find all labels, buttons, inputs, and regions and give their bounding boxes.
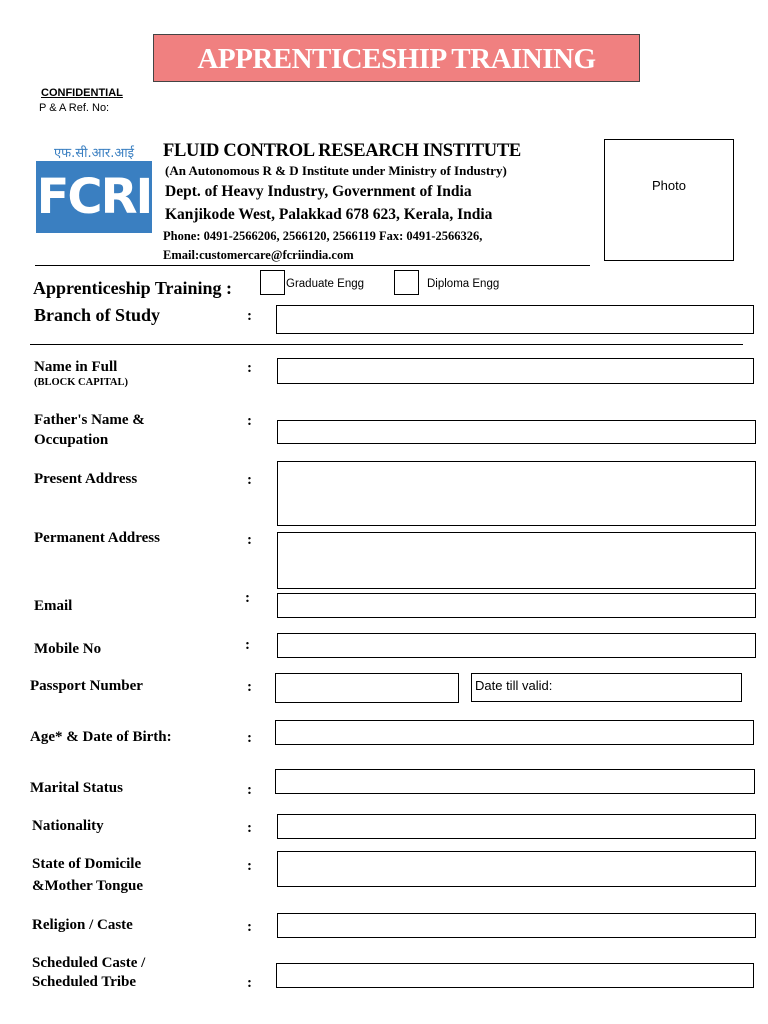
- training-label: Apprenticeship Training :: [33, 278, 233, 298]
- logo-fcri-text: FCRI: [36, 169, 152, 225]
- email-input[interactable]: [277, 593, 756, 618]
- mobile-label: Mobile No: [34, 641, 102, 657]
- colon: :: [245, 590, 250, 606]
- religion-input[interactable]: [277, 913, 756, 938]
- age-dob-input[interactable]: [275, 720, 754, 745]
- header-divider: [35, 265, 590, 266]
- sc-st-label-line1: Scheduled Caste /: [32, 955, 146, 971]
- diploma-engg-label: Diploma Engg: [427, 278, 500, 290]
- sc-st-label-line2: Scheduled Tribe: [32, 974, 137, 990]
- diploma-engg-checkbox[interactable]: [394, 270, 419, 295]
- graduate-engg-checkbox[interactable]: [260, 270, 285, 295]
- colon: :: [247, 820, 252, 836]
- marital-input[interactable]: [275, 769, 755, 794]
- colon: :: [247, 413, 252, 429]
- institute-address: Kanjikode West, Palakkad 678 623, Kerala, India: [165, 206, 493, 223]
- photo-box[interactable]: [604, 139, 734, 261]
- ref-no-label: P & A Ref. No:: [39, 102, 110, 114]
- colon: :: [247, 975, 252, 991]
- date-till-valid-input[interactable]: [471, 673, 742, 702]
- domicile-label-line2: &Mother Tongue: [32, 878, 143, 894]
- age-label: Age* & Date of Birth:: [30, 729, 172, 745]
- confidential-label: CONFIDENTIAL: [41, 87, 123, 99]
- institute-email: Email:customercare@fcriindia.com: [163, 248, 354, 262]
- father-input[interactable]: [277, 420, 756, 444]
- branch-input[interactable]: [276, 305, 754, 334]
- nationality-input[interactable]: [277, 814, 756, 839]
- father-label-line2: Occupation: [34, 432, 109, 448]
- photo-label: Photo: [652, 178, 686, 193]
- colon: :: [247, 730, 252, 746]
- marital-label: Marital Status: [30, 780, 123, 796]
- date-till-valid-label: Date till valid:: [475, 678, 553, 693]
- fcri-logo: [35, 143, 153, 235]
- colon: :: [247, 782, 252, 798]
- colon: :: [247, 679, 252, 695]
- logo-hindi-text: एफ.सी.आर.आई: [53, 146, 135, 161]
- father-label-line1: Father's Name &: [34, 412, 145, 428]
- name-input[interactable]: [277, 358, 754, 384]
- present-address-label: Present Address: [34, 471, 138, 487]
- institute-name: FLUID CONTROL RESEARCH INSTITUTE: [163, 141, 521, 161]
- passport-input[interactable]: [275, 673, 459, 703]
- colon: :: [247, 532, 252, 548]
- colon: :: [247, 360, 252, 376]
- present-address-input[interactable]: [277, 461, 756, 526]
- form-title: APPRENTICESHIP TRAINING: [153, 34, 640, 82]
- colon: :: [247, 858, 252, 874]
- mobile-input[interactable]: [277, 633, 756, 658]
- name-note: (BLOCK CAPITAL): [34, 377, 129, 388]
- domicile-label-line1: State of Domicile: [32, 856, 142, 872]
- nationality-label: Nationality: [32, 818, 104, 834]
- colon: :: [247, 308, 252, 324]
- email-label: Email: [34, 598, 73, 614]
- graduate-engg-label: Graduate Engg: [286, 278, 365, 290]
- institute-subtitle: (An Autonomous R & D Institute under Ministry of Industry): [165, 163, 507, 178]
- institute-dept: Dept. of Heavy Industry, Government of India: [165, 183, 472, 200]
- colon: :: [247, 919, 252, 935]
- name-label: Name in Full: [34, 359, 118, 375]
- permanent-address-label: Permanent Address: [34, 530, 160, 546]
- sc-st-input[interactable]: [276, 963, 754, 988]
- permanent-address-input[interactable]: [277, 532, 756, 589]
- religion-label: Religion / Caste: [32, 917, 133, 933]
- colon: :: [247, 472, 252, 488]
- domicile-input[interactable]: [277, 851, 756, 887]
- section-divider: [30, 344, 743, 345]
- institute-phone: Phone: 0491-2566206, 2566120, 2566119 Fax: 0491-2566326,: [163, 229, 483, 243]
- passport-label: Passport Number: [30, 678, 143, 694]
- branch-label: Branch of Study: [34, 305, 161, 325]
- colon: :: [245, 637, 250, 653]
